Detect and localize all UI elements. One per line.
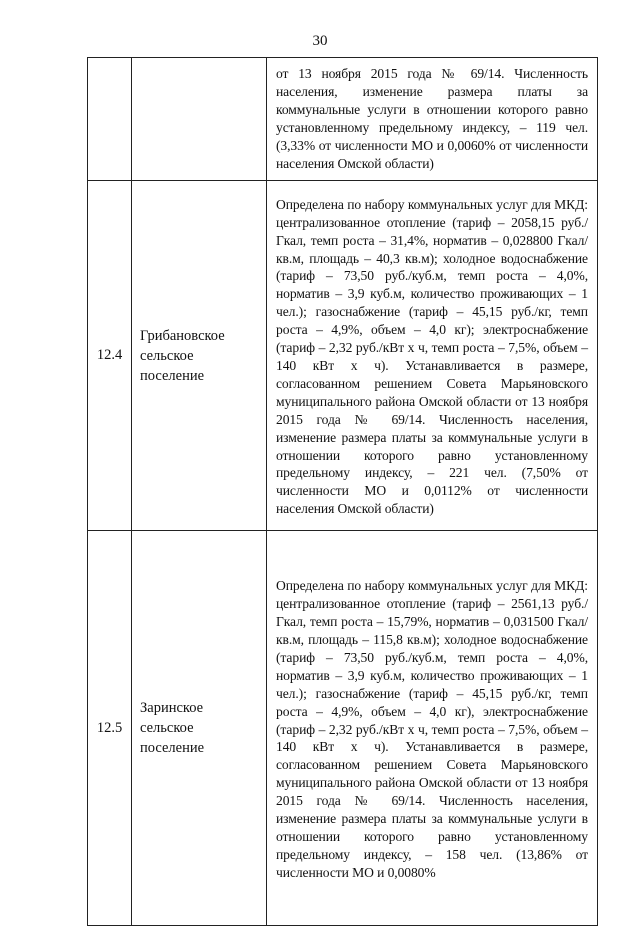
table-row [88, 58, 598, 181]
table-row [88, 531, 598, 926]
page-number: 30 [312, 33, 328, 49]
description-cell: Определена по набору коммунальных услуг для МКД: централизованное отопление (тариф – 2561,13 руб./Гкал, темп роста – 15,79%, норматив – 0,031500 Гкал/кв.м, площадь – 115,8 кв.м); холодное водоснабжение (тариф – 73,50 руб./куб.м, темп роста – 4,0%, норматив – 3,9 куб.м, количество проживающих – 1 чел.); газоснабжение (тариф – 45,15 руб./кг, темп роста – 4,9%, объем – 4,0 кг), электроснабжение (тариф – 2,32 руб./кВт x ч, темп роста – 7,5%, объем – 140 кВт x ч). Устанавливается в размере, согласованном решением Совета Марьяновского муниципального района Омской области от 13 ноября 2015 года № 69/14. Численность населения, изменение размера платы за коммунальные услуги в отношении которого равно установленному предельному индексу, – 158 чел. (13,86% от численности МО и 0,0080% [267, 531, 598, 926]
tariff-table [87, 57, 598, 926]
settlement-name-line: Заринское [140, 700, 204, 716]
settlement-name-line: Грибановское [140, 327, 225, 344]
row-number-cell: 12.5 [88, 531, 132, 926]
description-cell: Определена по набору коммунальных услуг для МКД: централизованное отопление (тариф – 2058,15 руб./Гкал, темп роста – 31,4%, норматив – 0,028800 Гкал/кв.м, площадь – 40,3 кв.м); холодное водоснабжение (тариф – 73,50 руб./куб.м, темп роста – 4,0%, норматив – 3,9 куб.м, количество проживающих – 1 чел.); газоснабжение (тариф – 45,15 руб./кг, темп роста – 4,9%, объем – 4,0 кг); электроснабжение (тариф – 2,32 руб./кВт x ч, темп роста – 7,5%, объем – 140 кВт x ч). Устанавливается в размере, согласованном решением Совета Марьяновского муниципального района Омской области от 13 ноября 2015 года № 69/14. Численность населения, изменение размера платы за коммунальные услуги в отношении которого равно установленному предельному индексу, – 221 чел. (7,50% от численности МО и 0,0112% от численности населения Омской области) [267, 181, 598, 531]
row-number-cell: 12.4 [88, 181, 132, 531]
settlement-name-line: поселение [140, 367, 205, 384]
settlement-name-line: сельское [140, 720, 194, 736]
row-number-cell [88, 58, 132, 181]
description-cell: от 13 ноября 2015 года № 69/14. Численность населения, изменение размера платы за коммунальные услуги в отношении которого равно установленному предельному индексу, – 119 чел. (3,33% от численности МО и 0,0060% от численности населения Омской области) [267, 58, 598, 181]
settlement-name-line: сельское [140, 347, 194, 364]
settlement-name-line: поселение [140, 740, 205, 756]
settlement-name-cell [132, 58, 267, 181]
table-row [88, 181, 598, 531]
settlement-name-cell [132, 531, 267, 926]
settlement-name-cell [132, 181, 267, 531]
